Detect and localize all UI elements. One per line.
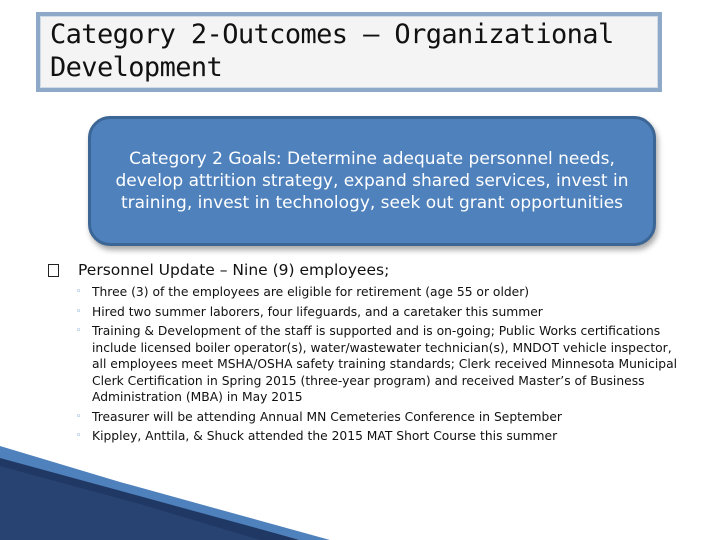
list-item-text: Hired two summer laborers, four lifeguards, and a caretaker this summer [92, 304, 543, 319]
title-line-2: Development [50, 52, 223, 83]
sub-bullet-list [76, 284, 686, 448]
list-item [76, 428, 686, 445]
circle-bullet-icon: ◦ [76, 306, 82, 317]
list-item-text: Treasurer will be attending Annual MN Cemeteries Conference in September [92, 409, 562, 424]
list-item-text: Three (3) of the employees are eligible for retirement (age 55 or older) [92, 285, 530, 299]
list-item [76, 409, 686, 426]
goals-text: Category 2 Goals: Determine adequate personnel needs, develop attrition strategy, expand shared services, invest in training, invest in technology, seek out grant opportunities [115, 149, 629, 213]
title-line-1: Category 2-Outcomes – Organizational [50, 19, 614, 50]
circle-bullet-icon: ◦ [76, 326, 82, 336]
list-item [76, 284, 686, 301]
circle-bullet-icon: ◦ [76, 411, 82, 422]
main-bullet [48, 258, 688, 282]
main-bullet-text: Personnel Update – Nine (9) employees; [78, 261, 390, 279]
list-item-text: Training & Development of the staff is supported and is on-going; Public Works certifications include licensed boiler operator(s), water/wastewater technician(s), MNDOT vehicle inspector, all employees meet MSHA/OSHA safety training standards; Clerk received Minnesota Municipal Clerk Certification in Spring 2015 (three-year program) and received Master’s of Business Administration (MBA) in May 2015 [92, 324, 678, 404]
square-bullet-icon [48, 264, 59, 277]
list-item-text: Kippley, Anttila, & Shuck attended the 2015 MAT Short Course this summer [92, 429, 558, 443]
swoosh-mid-band [0, 466, 260, 540]
title-box [36, 12, 662, 92]
decorative-swoosh [0, 446, 720, 540]
circle-bullet-icon: ◦ [76, 431, 82, 441]
list-item [76, 323, 686, 406]
list-item [76, 304, 686, 321]
slide-title [50, 18, 648, 84]
circle-bullet-icon: ◦ [76, 287, 82, 297]
goals-box [88, 116, 656, 246]
